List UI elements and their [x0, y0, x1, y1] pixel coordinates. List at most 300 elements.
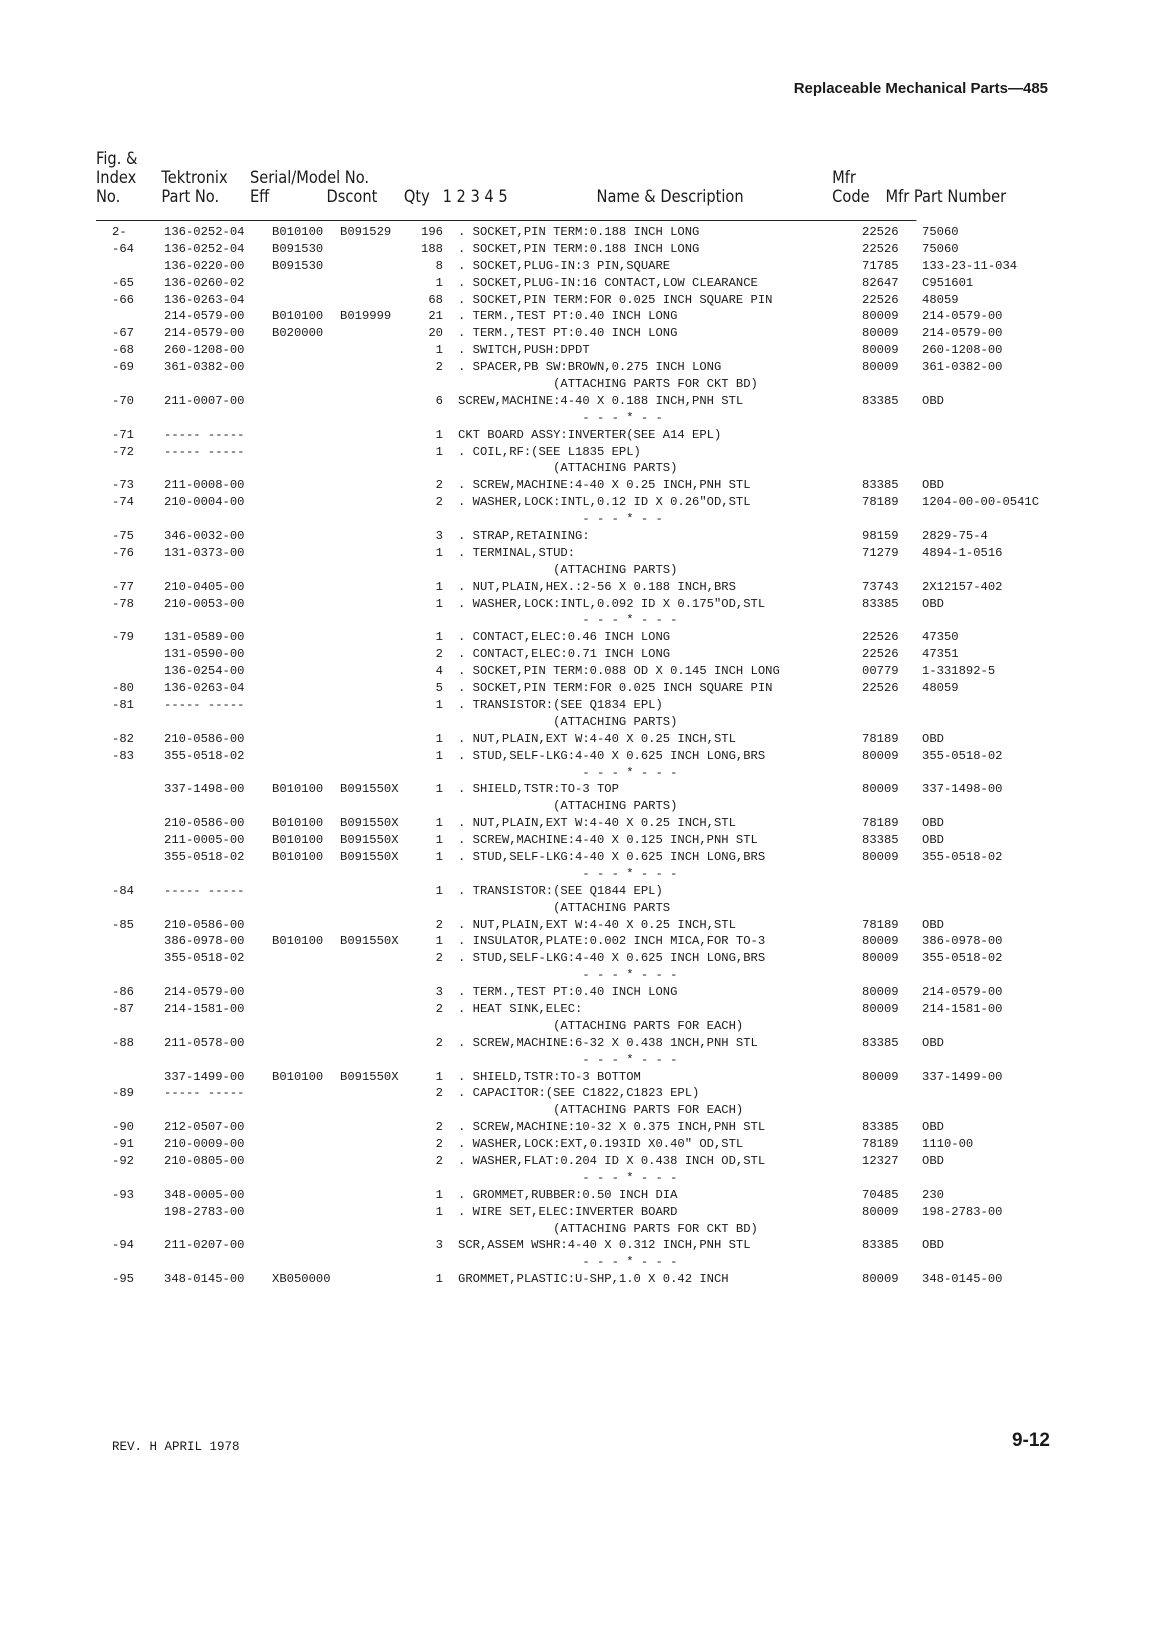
name-description-cell: . TRANSISTOR:(SEE Q1844 EPL): [458, 883, 663, 898]
tektronix-part-no-cell: 136-0220-00: [164, 258, 245, 273]
fig-index-cell: 2-: [112, 225, 127, 239]
serial-dscont-cell: B091550X: [340, 1069, 399, 1084]
serial-eff-cell: B091530: [272, 241, 324, 256]
name-description-cell: . INSULATOR,PLATE:0.002 INCH MICA,FOR TO-3: [458, 934, 766, 949]
mfr-code-cell: 80009: [862, 343, 899, 358]
qty-cell: 1: [435, 1204, 443, 1219]
tektronix-part-no-cell: 361-0382-00: [164, 360, 245, 375]
table-row: [0, 258, 1158, 275]
mfr-code-cell: 80009: [862, 326, 899, 341]
name-description-cell: . NUT,PLAIN,EXT W:4-40 X 0.25 INCH,STL: [458, 816, 736, 831]
tektronix-part-no-cell: ----- -----: [164, 697, 245, 712]
table-row: [0, 866, 1158, 883]
name-description-cell: . TERM.,TEST PT:0.40 INCH LONG: [458, 309, 678, 324]
mfr-part-number-cell: 48059: [922, 292, 959, 307]
tektronix-part-no-cell: 214-0579-00: [164, 326, 245, 341]
qty-cell: 2: [435, 1035, 443, 1050]
mfr-part-number-cell: 47350: [922, 630, 959, 645]
tektronix-part-no-cell: 210-0586-00: [164, 731, 245, 746]
tektronix-part-no-cell: ----- -----: [164, 427, 245, 442]
serial-dscont-cell: B091550X: [340, 782, 399, 797]
name-description-cell: . SOCKET,PIN TERM:0.188 INCH LONG: [458, 241, 700, 256]
name-description-cell: . SOCKET,PLUG-IN:16 CONTACT,LOW CLEARANCE: [458, 275, 758, 290]
name-description-cell: - - - * - -: [458, 410, 663, 425]
mfr-part-number-cell: 75060: [922, 225, 959, 239]
serial-dscont-cell: B091550X: [340, 833, 399, 848]
name-description-cell: . NUT,PLAIN,EXT W:4-40 X 0.25 INCH,STL: [458, 731, 736, 746]
qty-cell: 20: [428, 326, 443, 341]
col-fig-label: Fig. &: [96, 149, 138, 169]
qty-cell: 1: [435, 1069, 443, 1084]
col-index-label: Index: [96, 168, 137, 188]
qty-cell: 1: [435, 427, 443, 442]
name-description-cell: . SHIELD,TSTR:TO-3 BOTTOM: [458, 1069, 641, 1084]
table-row: [0, 663, 1158, 680]
col-code-label: Code: [832, 187, 870, 207]
mfr-code-cell: 80009: [862, 985, 899, 1000]
mfr-part-number-cell: 214-0579-00: [922, 985, 1003, 1000]
mfr-part-number-cell: 48059: [922, 681, 959, 696]
qty-cell: 1: [435, 934, 443, 949]
qty-cell: 2: [435, 1153, 443, 1168]
name-description-cell: (ATTACHING PARTS FOR EACH): [458, 1103, 744, 1118]
name-description-cell: - - - * - - -: [458, 866, 678, 881]
table-row: [0, 1153, 1158, 1170]
table-row: [0, 444, 1158, 461]
name-description-cell: . SCREW,MACHINE:6-32 X 0.438 1NCH,PNH STL: [458, 1035, 758, 1050]
name-description-cell: . SOCKET,PIN TERM:0.188 INCH LONG: [458, 225, 700, 239]
tektronix-part-no-cell: 211-0005-00: [164, 833, 245, 848]
mfr-part-number-cell: 355-0518-02: [922, 951, 1003, 966]
qty-cell: 68: [428, 292, 443, 307]
name-description-cell: . TERM.,TEST PT:0.40 INCH LONG: [458, 985, 678, 1000]
name-description-cell: . COIL,RF:(SEE L1835 EPL): [458, 444, 641, 459]
tektronix-part-no-cell: 211-0008-00: [164, 478, 245, 493]
name-description-cell: (ATTACHING PARTS): [458, 562, 678, 577]
page-number: 9-12: [1011, 1430, 1050, 1451]
fig-index-cell: -95: [112, 1272, 134, 1287]
tektronix-part-no-cell: 214-0579-00: [164, 309, 245, 324]
qty-cell: 3: [435, 529, 443, 544]
tektronix-part-no-cell: 210-0009-00: [164, 1137, 245, 1152]
table-row: [0, 917, 1158, 934]
mfr-code-cell: 71279: [862, 545, 899, 560]
qty-cell: 1: [435, 833, 443, 848]
fig-index-cell: -91: [112, 1137, 134, 1152]
name-description-cell: . TRANSISTOR:(SEE Q1834 EPL): [458, 697, 663, 712]
mfr-part-number-cell: 1-331892-5: [922, 664, 996, 679]
table-row: [0, 342, 1158, 359]
name-description-cell: - - - * - - -: [458, 1255, 678, 1270]
table-row: [0, 984, 1158, 1001]
mfr-code-cell: 83385: [862, 393, 899, 408]
fig-index-cell: -75: [112, 529, 134, 544]
fig-index-cell: -67: [112, 326, 134, 341]
mfr-part-number-cell: 230: [922, 1187, 944, 1202]
table-row: [0, 477, 1158, 494]
tektronix-part-no-cell: 355-0518-02: [164, 748, 245, 763]
name-description-cell: - - - * - - -: [458, 1170, 678, 1185]
mfr-part-number-cell: 355-0518-02: [922, 748, 1003, 763]
mfr-code-cell: 83385: [862, 596, 899, 611]
fig-index-cell: -76: [112, 545, 134, 560]
fig-index-cell: -72: [112, 444, 134, 459]
name-description-cell: - - - * - -: [458, 512, 663, 527]
table-row: [0, 325, 1158, 342]
name-description-cell: . CAPACITOR:(SEE C1822,C1823 EPL): [458, 1086, 700, 1101]
tektronix-part-no-cell: 348-0005-00: [164, 1187, 245, 1202]
name-description-cell: - - - * - - -: [458, 613, 678, 628]
table-row: [0, 1119, 1158, 1136]
qty-cell: 1: [435, 697, 443, 712]
mfr-code-cell: 80009: [862, 849, 899, 864]
qty-cell: 196: [421, 225, 443, 239]
tektronix-part-no-cell: 337-1498-00: [164, 782, 245, 797]
qty-cell: 2: [435, 1086, 443, 1101]
fig-index-cell: -81: [112, 697, 134, 712]
table-row: [0, 697, 1158, 714]
qty-cell: 2: [435, 1137, 443, 1152]
name-description-cell: (ATTACHING PARTS: [458, 900, 671, 915]
tektronix-part-no-cell: ----- -----: [164, 883, 245, 898]
table-row: [0, 410, 1158, 427]
name-description-cell: (ATTACHING PARTS FOR CKT BD): [458, 377, 758, 392]
table-row: [0, 224, 1158, 241]
fig-index-cell: -65: [112, 275, 134, 290]
col-tektronix-label: Tektronix: [161, 168, 228, 188]
tektronix-part-no-cell: 210-0586-00: [164, 917, 245, 932]
qty-cell: 3: [435, 985, 443, 1000]
table-row: [0, 815, 1158, 832]
table-row: [0, 1170, 1158, 1187]
parts-table: [0, 224, 1158, 1288]
qty-cell: 1: [435, 782, 443, 797]
table-row: [0, 427, 1158, 444]
tektronix-part-no-cell: 211-0207-00: [164, 1238, 245, 1253]
mfr-part-number-cell: 2829-75-4: [922, 529, 988, 544]
fig-index-cell: -89: [112, 1086, 134, 1101]
name-description-cell: . CONTACT,ELEC:0.46 INCH LONG: [458, 630, 671, 645]
name-description-cell: . SOCKET,PIN TERM:FOR 0.025 INCH SQUARE PIN: [458, 292, 773, 307]
name-description-cell: . CONTACT,ELEC:0.71 INCH LONG: [458, 647, 671, 662]
tektronix-part-no-cell: ----- -----: [164, 1086, 245, 1101]
mfr-part-number-cell: 260-1208-00: [922, 343, 1003, 358]
mfr-part-number-cell: 1110-00: [922, 1137, 974, 1152]
qty-cell: 2: [435, 951, 443, 966]
tektronix-part-no-cell: 211-0578-00: [164, 1035, 245, 1050]
table-row: [0, 376, 1158, 393]
mfr-code-cell: 78189: [862, 495, 899, 510]
mfr-code-cell: 78189: [862, 731, 899, 746]
qty-cell: 2: [435, 1001, 443, 1016]
table-row: [0, 1102, 1158, 1119]
table-row: [0, 629, 1158, 646]
fig-index-cell: -78: [112, 596, 134, 611]
mfr-code-cell: 12327: [862, 1153, 899, 1168]
column-headers: [96, 149, 1007, 221]
mfr-code-cell: 70485: [862, 1187, 899, 1202]
name-description-cell: (ATTACHING PARTS): [458, 714, 678, 729]
fig-index-cell: -71: [112, 427, 134, 442]
mfr-part-number-cell: 4894-1-0516: [922, 545, 1003, 560]
qty-cell: 1: [435, 275, 443, 290]
table-row: [0, 1237, 1158, 1254]
mfr-code-cell: 80009: [862, 309, 899, 324]
table-row: [0, 1018, 1158, 1035]
qty-cell: 2: [435, 1120, 443, 1135]
table-row: [0, 1187, 1158, 1204]
mfr-part-number-cell: OBD: [922, 393, 944, 408]
name-description-cell: . SPACER,PB SW:BROWN,0.275 INCH LONG: [458, 360, 722, 375]
mfr-code-cell: 83385: [862, 833, 899, 848]
serial-dscont-cell: B091550X: [340, 934, 399, 949]
fig-index-cell: -80: [112, 681, 134, 696]
mfr-part-number-cell: 198-2783-00: [922, 1204, 1003, 1219]
name-description-cell: . WASHER,LOCK:INTL,0.12 ID X 0.26"OD,STL: [458, 495, 751, 510]
table-row: [0, 714, 1158, 731]
mfr-code-cell: 78189: [862, 1137, 899, 1152]
table-row: [0, 950, 1158, 967]
fig-index-cell: -73: [112, 478, 134, 493]
mfr-part-number-cell: OBD: [922, 816, 944, 831]
serial-eff-cell: B010100: [272, 225, 324, 239]
col-eff-label: Eff: [249, 187, 270, 207]
table-row: [0, 832, 1158, 849]
name-description-cell: SCR,ASSEM WSHR:4-40 X 0.312 INCH,PNH STL: [458, 1238, 751, 1253]
mfr-part-number-cell: 214-0579-00: [922, 309, 1003, 324]
table-row: [0, 292, 1158, 309]
col-indent-label: 1 2 3 4 5: [442, 187, 508, 207]
fig-index-cell: -94: [112, 1238, 134, 1253]
mfr-part-number-cell: 214-0579-00: [922, 326, 1003, 341]
serial-eff-cell: B010100: [272, 1069, 324, 1084]
fig-index-cell: -74: [112, 495, 134, 510]
mfr-code-cell: 80009: [862, 951, 899, 966]
mfr-code-cell: 98159: [862, 529, 899, 544]
revision-note: REV. H APRIL 1978: [112, 1440, 240, 1454]
qty-cell: 2: [435, 360, 443, 375]
mfr-code-cell: 78189: [862, 816, 899, 831]
mfr-code-cell: 22526: [862, 225, 899, 239]
tektronix-part-no-cell: 260-1208-00: [164, 343, 245, 358]
name-description-cell: . SOCKET,PLUG-IN:3 PIN,SQUARE: [458, 258, 671, 273]
mfr-code-cell: 22526: [862, 647, 899, 662]
table-row: [0, 511, 1158, 528]
mfr-part-number-cell: 133-23-11-034: [922, 258, 1018, 273]
table-row: [0, 596, 1158, 613]
table-row: [0, 933, 1158, 950]
mfr-part-number-cell: 355-0518-02: [922, 849, 1003, 864]
qty-cell: 1: [435, 1187, 443, 1202]
fig-index-cell: -79: [112, 630, 134, 645]
name-description-cell: . WASHER,LOCK:EXT,0.193ID X0.40" OD,STL: [458, 1137, 744, 1152]
tektronix-part-no-cell: 136-0252-04: [164, 241, 245, 256]
tektronix-part-no-cell: 210-0004-00: [164, 495, 245, 510]
col-name-label: Name & Description: [596, 187, 744, 207]
col-no-label: No.: [96, 187, 121, 207]
fig-index-cell: -90: [112, 1120, 134, 1135]
name-description-cell: . WIRE SET,ELEC:INVERTER BOARD: [458, 1204, 678, 1219]
name-description-cell: . WASHER,FLAT:0.204 ID X 0.438 INCH OD,STL: [458, 1153, 766, 1168]
table-row: [0, 1204, 1158, 1221]
qty-cell: 1: [435, 545, 443, 560]
fig-index-cell: -86: [112, 985, 134, 1000]
mfr-code-cell: 80009: [862, 360, 899, 375]
mfr-code-cell: 80009: [862, 1069, 899, 1084]
table-row: [0, 460, 1158, 477]
qty-cell: 21: [428, 309, 443, 324]
tektronix-part-no-cell: 348-0145-00: [164, 1272, 245, 1287]
name-description-cell: . SCREW,MACHINE:4-40 X 0.25 INCH,PNH STL: [458, 478, 751, 493]
fig-index-cell: -77: [112, 579, 134, 594]
table-row: [0, 1052, 1158, 1069]
mfr-code-cell: 80009: [862, 782, 899, 797]
qty-cell: 1: [435, 849, 443, 864]
serial-eff-cell: B010100: [272, 309, 324, 324]
name-description-cell: . SOCKET,PIN TERM:FOR 0.025 INCH SQUARE PIN: [458, 681, 773, 696]
mfr-part-number-cell: 214-1581-00: [922, 1001, 1003, 1016]
tektronix-part-no-cell: 355-0518-02: [164, 951, 245, 966]
tektronix-part-no-cell: 136-0263-04: [164, 681, 245, 696]
qty-cell: 2: [435, 495, 443, 510]
table-row: [0, 562, 1158, 579]
table-row: [0, 731, 1158, 748]
tektronix-part-no-cell: 131-0373-00: [164, 545, 245, 560]
fig-index-cell: -68: [112, 343, 134, 358]
fig-index-cell: -83: [112, 748, 134, 763]
qty-cell: 8: [435, 258, 443, 273]
table-row: [0, 798, 1158, 815]
mfr-part-number-cell: OBD: [922, 917, 944, 932]
col-mfr-label: Mfr: [832, 168, 856, 188]
table-row: [0, 765, 1158, 782]
name-description-cell: . HEAT SINK,ELEC:: [458, 1001, 583, 1016]
fig-index-cell: -87: [112, 1001, 134, 1016]
qty-cell: 1: [435, 816, 443, 831]
mfr-code-cell: 73743: [862, 579, 899, 594]
table-row: [0, 528, 1158, 545]
mfr-part-number-cell: OBD: [922, 731, 944, 746]
tektronix-part-no-cell: ----- -----: [164, 444, 245, 459]
table-row: [0, 1069, 1158, 1086]
qty-cell: 1: [435, 579, 443, 594]
mfr-part-number-cell: OBD: [922, 1153, 944, 1168]
tektronix-part-no-cell: 214-0579-00: [164, 985, 245, 1000]
mfr-code-cell: 82647: [862, 275, 899, 290]
name-description-cell: GROMMET,PLASTIC:U-SHP,1.0 X 0.42 INCH: [458, 1272, 729, 1287]
name-description-cell: (ATTACHING PARTS FOR EACH): [458, 1018, 744, 1033]
col-part-no-label: Part No.: [161, 187, 220, 207]
name-description-cell: . WASHER,LOCK:INTL,0.092 ID X 0.175"OD,STL: [458, 596, 766, 611]
qty-cell: 2: [435, 647, 443, 662]
mfr-part-number-cell: OBD: [922, 478, 944, 493]
mfr-code-cell: 83385: [862, 1238, 899, 1253]
name-description-cell: . TERM.,TEST PT:0.40 INCH LONG: [458, 326, 678, 341]
table-row: [0, 900, 1158, 917]
table-row: [0, 612, 1158, 629]
tektronix-part-no-cell: 131-0590-00: [164, 647, 245, 662]
name-description-cell: . GROMMET,RUBBER:0.50 INCH DIA: [458, 1187, 678, 1202]
fig-index-cell: -85: [112, 917, 134, 932]
mfr-part-number-cell: OBD: [922, 1238, 944, 1253]
name-description-cell: (ATTACHING PARTS): [458, 799, 678, 814]
table-row: [0, 241, 1158, 258]
tektronix-part-no-cell: 198-2783-00: [164, 1204, 245, 1219]
table-row: [0, 494, 1158, 511]
tektronix-part-no-cell: 337-1499-00: [164, 1069, 245, 1084]
table-row: [0, 545, 1158, 562]
mfr-part-number-cell: C951601: [922, 275, 974, 290]
mfr-code-cell: 22526: [862, 292, 899, 307]
mfr-code-cell: 83385: [862, 478, 899, 493]
serial-eff-cell: B010100: [272, 833, 324, 848]
tektronix-part-no-cell: 355-0518-02: [164, 849, 245, 864]
mfr-part-number-cell: OBD: [922, 596, 944, 611]
serial-dscont-cell: B091550X: [340, 849, 399, 864]
table-row: [0, 579, 1158, 596]
mfr-code-cell: 22526: [862, 630, 899, 645]
name-description-cell: (ATTACHING PARTS): [458, 461, 678, 476]
serial-eff-cell: B010100: [272, 816, 324, 831]
table-row: [0, 359, 1158, 376]
col-dscont-label: Dscont: [326, 187, 378, 207]
qty-cell: 1: [435, 731, 443, 746]
tektronix-part-no-cell: 346-0032-00: [164, 529, 245, 544]
serial-eff-cell: B020000: [272, 326, 324, 341]
tektronix-part-no-cell: 136-0252-04: [164, 225, 245, 239]
serial-dscont-cell: B091529: [340, 225, 392, 239]
serial-eff-cell: B010100: [272, 849, 324, 864]
tektronix-part-no-cell: 131-0589-00: [164, 630, 245, 645]
mfr-part-number-cell: 386-0978-00: [922, 934, 1003, 949]
name-description-cell: . SCREW,MACHINE:10-32 X 0.375 INCH,PNH STL: [458, 1120, 766, 1135]
mfr-code-cell: 22526: [862, 681, 899, 696]
name-description-cell: - - - * - - -: [458, 968, 678, 983]
mfr-part-number-cell: OBD: [922, 1035, 944, 1050]
qty-cell: 1: [435, 883, 443, 898]
name-description-cell: . STUD,SELF-LKG:4-40 X 0.625 INCH LONG,BRS: [458, 748, 766, 763]
tektronix-part-no-cell: 136-0260-02: [164, 275, 245, 290]
mfr-code-cell: 80009: [862, 1001, 899, 1016]
name-description-cell: . STUD,SELF-LKG:4-40 X 0.625 INCH LONG,BRS: [458, 951, 766, 966]
qty-cell: 5: [435, 681, 443, 696]
qty-cell: 1: [435, 444, 443, 459]
qty-cell: 2: [435, 917, 443, 932]
serial-dscont-cell: B091550X: [340, 816, 399, 831]
fig-index-cell: -66: [112, 292, 134, 307]
name-description-cell: . NUT,PLAIN,EXT W:4-40 X 0.25 INCH,STL: [458, 917, 736, 932]
fig-index-cell: -70: [112, 393, 134, 408]
tektronix-part-no-cell: 214-1581-00: [164, 1001, 245, 1016]
table-row: [0, 646, 1158, 663]
table-row: [0, 1254, 1158, 1271]
mfr-code-cell: 80009: [862, 1204, 899, 1219]
serial-eff-cell: B010100: [272, 782, 324, 797]
qty-cell: 1: [435, 343, 443, 358]
table-row: [0, 1271, 1158, 1288]
serial-dscont-cell: B019999: [340, 309, 392, 324]
mfr-part-number-cell: 337-1499-00: [922, 1069, 1003, 1084]
name-description-cell: - - - * - - -: [458, 765, 678, 780]
tektronix-part-no-cell: 212-0507-00: [164, 1120, 245, 1135]
fig-index-cell: -69: [112, 360, 134, 375]
qty-cell: 1: [435, 596, 443, 611]
table-row: [0, 1221, 1158, 1238]
mfr-part-number-cell: 2X12157-402: [922, 579, 1003, 594]
name-description-cell: . STUD,SELF-LKG:4-40 X 0.625 INCH LONG,BRS: [458, 849, 766, 864]
tektronix-part-no-cell: 386-0978-00: [164, 934, 245, 949]
tektronix-part-no-cell: 211-0007-00: [164, 393, 245, 408]
